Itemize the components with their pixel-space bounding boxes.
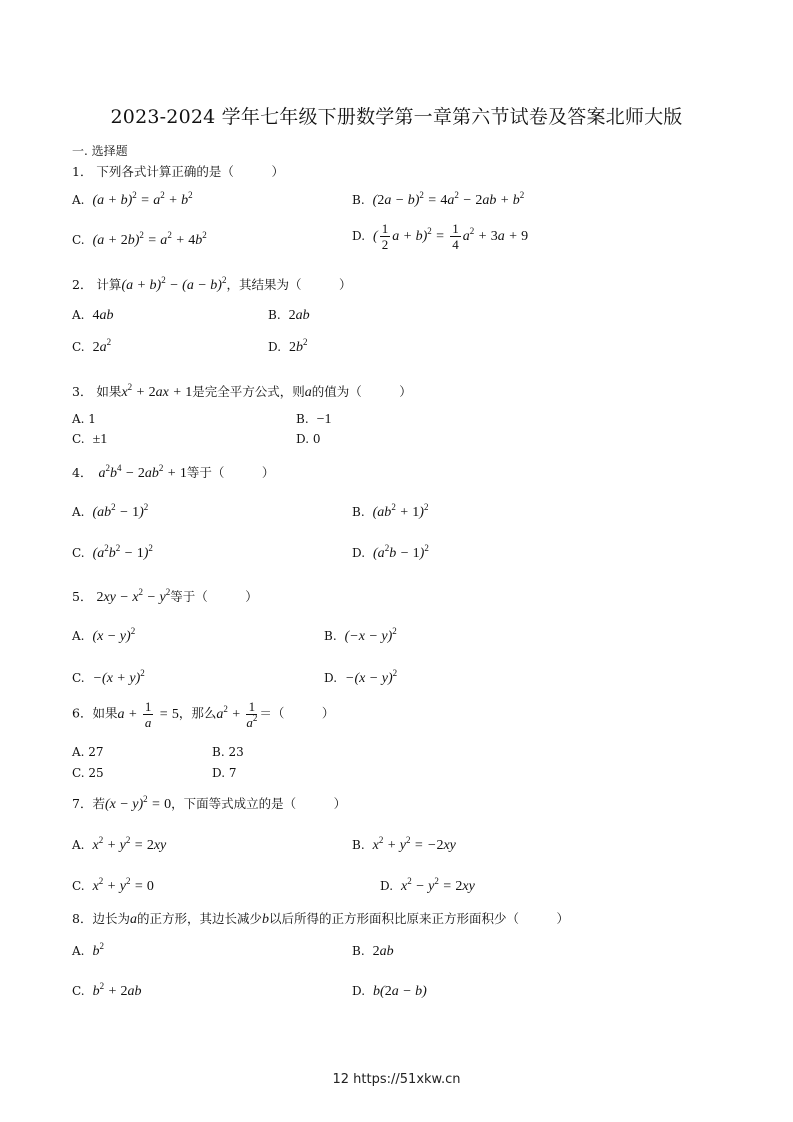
- math-expression: $(a + 2b)^2 = a^2 + 4b^2$: [92, 230, 207, 248]
- section-heading: 一. 选择题: [72, 144, 128, 158]
- question-4-option-c[interactable]: C. $(a^2b^2 - 1)^2$: [72, 543, 153, 561]
- question-3-option-a[interactable]: A. 1: [72, 412, 96, 426]
- question-6-option-a[interactable]: A. 27: [72, 745, 104, 759]
- question-7: 7．若$(x - y)^2 = 0$，下面等式成立的是（ ）: [72, 794, 347, 812]
- question-1-option-d[interactable]: D. ( $\frac{1}{2}$ a + b)$^2$ = $\frac{1}{4}$ $a^2 + 3a + 9$: [352, 221, 529, 252]
- question-3-option-c[interactable]: C. ±1: [72, 432, 108, 447]
- question-7-option-d[interactable]: D. $x^2 - y^2 = 2xy$: [380, 876, 475, 894]
- question-4-option-b[interactable]: B. $(ab^2 + 1)^2$: [352, 502, 429, 520]
- question-5-option-a[interactable]: A. $(x - y)^2$: [72, 626, 136, 644]
- question-1: [72, 162, 284, 180]
- question-8-option-a[interactable]: A. $b^2$: [72, 941, 104, 959]
- question-4-option-d[interactable]: D. $(a^2b - 1)^2$: [352, 543, 429, 561]
- question-1-option-b[interactable]: B. $(2a - b)^2 = 4a^2 - 2ab + b^2$: [352, 190, 525, 208]
- question-8-option-d[interactable]: D. b(2a − b): [352, 984, 427, 999]
- page-title: 2023-2024 学年七年级下册数学第一章第六节试卷及答案北师大版: [110, 106, 683, 128]
- question-5-option-b[interactable]: B. $(-x - y)^2$: [324, 626, 397, 644]
- question-7-option-a[interactable]: A. $x^2 + y^2 = 2xy$: [72, 835, 167, 853]
- question-8: 8．边长为a的正方形，其边长减少b以后所得的正方形面积比原来正方形面积少（ ）: [72, 911, 569, 927]
- question-6: 6．如果a + $\frac{1}{a}$ = 5，那么$a^2$ + $\frac{1}{a^2}$ ＝（ ）: [72, 699, 335, 730]
- question-1-blank: ）: [233, 164, 284, 179]
- question-4-option-a[interactable]: A. $(ab^2 - 1)^2$: [72, 502, 149, 520]
- question-6-option-c[interactable]: C. 25: [72, 766, 104, 780]
- question-1-option-a[interactable]: A. $(a + b)^2 = a^2 + b^2$: [72, 190, 193, 208]
- question-5-option-c[interactable]: C. $-(x + y)^2$: [72, 668, 145, 686]
- question-8-option-c[interactable]: C. $b^2 + 2ab$: [72, 981, 142, 999]
- question-6-option-d[interactable]: D. 7: [212, 766, 237, 780]
- question-6-option-b[interactable]: B. 23: [212, 745, 244, 759]
- page-footer: 12 https://51xkw.cn: [332, 1072, 461, 1087]
- question-2-option-c[interactable]: C. $2a^2$: [72, 337, 112, 355]
- question-4: 4． $a^2b^4 - 2ab^2 + 1$等于（ ）: [72, 463, 275, 481]
- question-1-prompt: 1． 下列各式计算正确的是（: [72, 164, 234, 179]
- math-expression: $(2a - b)^2 = 4a^2 - 2ab + b^2$: [372, 190, 525, 208]
- question-3: 3． 如果$x^2 + 2ax + 1$是完全平方公式，则a的值为（ ）: [72, 382, 412, 400]
- math-expression: ( $\frac{1}{2}$ a + b)$^2$ = $\frac{1}{4}$ $a^2 + 3a + 9$: [373, 221, 529, 252]
- question-2: 2． 计算$(a + b)^2 - (a - b)^2$，其结果为（ ）: [72, 275, 352, 293]
- question-1-option-c[interactable]: C. $(a + 2b)^2 = a^2 + 4b^2$: [72, 230, 207, 248]
- question-8-option-b[interactable]: B. 2ab: [352, 944, 394, 959]
- math-expression: $(a + b)^2 - (a - b)^2$: [121, 275, 227, 293]
- question-5-option-d[interactable]: D. $-(x - y)^2$: [324, 668, 398, 686]
- question-3-option-d[interactable]: D. 0: [296, 432, 321, 446]
- question-7-option-c[interactable]: C. $x^2 + y^2 = 0$: [72, 876, 154, 894]
- question-2-option-a[interactable]: A. 4ab: [72, 308, 114, 323]
- question-2-option-d[interactable]: D. $2b^2$: [268, 337, 308, 355]
- question-3-option-b[interactable]: B. −1: [296, 412, 332, 427]
- math-expression: $(a + b)^2 = a^2 + b^2$: [92, 190, 193, 208]
- question-2-option-b[interactable]: B. 2ab: [268, 308, 310, 323]
- question-5: 5． $2xy - x^2 - y^2$等于（ ）: [72, 587, 258, 605]
- question-7-option-b[interactable]: B. $x^2 + y^2 = -2xy$: [352, 835, 456, 853]
